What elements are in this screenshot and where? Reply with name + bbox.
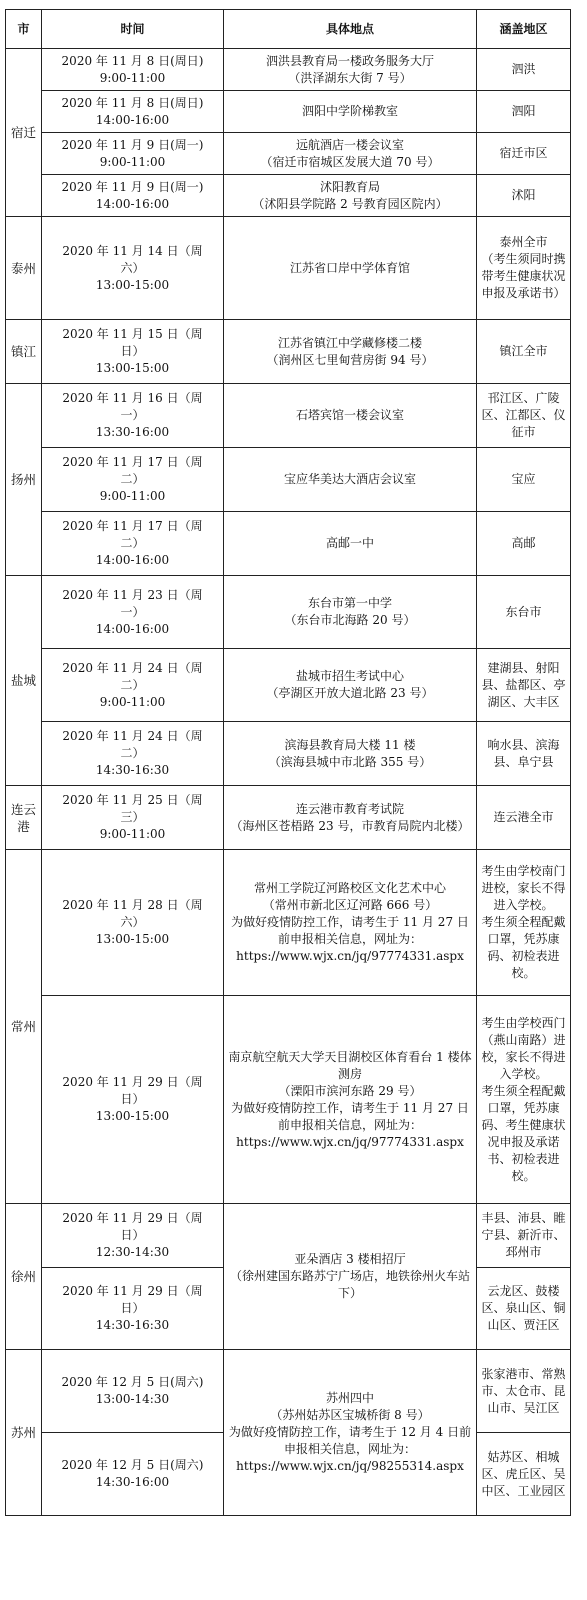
area-cell: 邗江区、广陵区、江都区、仪征市 bbox=[477, 384, 571, 448]
place-cell: 苏州四中 （苏州姑苏区宝城桥街 8 号） 为做好疫情防控工作，请考生于 12 月 4 日前申报相关信息，网址为： https://www.wjx.cn/jq/98255314.aspx bbox=[224, 1350, 477, 1516]
city-cell: 扬州 bbox=[6, 384, 42, 576]
table-row bbox=[6, 320, 571, 384]
area-cell: 泗阳 bbox=[477, 91, 571, 133]
time-cell: 2020 年 11 月 8 日(周日) 14:00-16:00 bbox=[42, 91, 224, 133]
place-cell: 滨海县教育局大楼 11 楼 （滨海县城中市北路 355 号） bbox=[224, 722, 477, 786]
table-row bbox=[6, 175, 571, 217]
table-row bbox=[6, 996, 571, 1204]
place-cell: 亚朵酒店 3 楼相招厅 （徐州建国东路苏宁广场店，地铁徐州火车站下） bbox=[224, 1204, 477, 1350]
place-cell: 沭阳教育局 （沭阳县学院路 2 号教育园区院内） bbox=[224, 175, 477, 217]
header-place: 具体地点 bbox=[224, 10, 477, 49]
place-cell: 宝应华美达大酒店会议室 bbox=[224, 448, 477, 512]
time-cell: 2020 年 11 月 29 日（周 日） 14:30-16:30 bbox=[42, 1268, 224, 1350]
city-cell: 徐州 bbox=[6, 1204, 42, 1350]
table-row bbox=[6, 448, 571, 512]
city-cell: 镇江 bbox=[6, 320, 42, 384]
time-cell: 2020 年 12 月 5 日(周六) 14:30-16:00 bbox=[42, 1433, 224, 1516]
time-cell: 2020 年 11 月 29 日（周 日） 13:00-15:00 bbox=[42, 996, 224, 1204]
area-cell: 张家港市、常熟市、太仓市、昆山市、吴江区 bbox=[477, 1350, 571, 1433]
time-cell: 2020 年 11 月 17 日（周 二） 14:00-16:00 bbox=[42, 512, 224, 576]
place-cell: 江苏省口岸中学体育馆 bbox=[224, 217, 477, 320]
table-row bbox=[6, 49, 571, 91]
table-row bbox=[6, 384, 571, 448]
city-cell: 连云港 bbox=[6, 786, 42, 850]
table-row bbox=[6, 576, 571, 649]
area-cell: 考生由学校西门（燕山南路）进校，家长不得进入学校。 考生须全程配戴口罩，凭苏康码、考生健康状况申报及承诺书、初检表进校。 bbox=[477, 996, 571, 1204]
time-cell: 2020 年 11 月 24 日（周 二） 9:00-11:00 bbox=[42, 649, 224, 722]
city-cell: 常州 bbox=[6, 850, 42, 1204]
time-cell: 2020 年 11 月 9 日(周一) 9:00-11:00 bbox=[42, 133, 224, 175]
area-cell: 东台市 bbox=[477, 576, 571, 649]
table-row bbox=[6, 649, 571, 722]
area-cell: 泰州全市 （考生须同时携带考生健康状况申报及承诺书） bbox=[477, 217, 571, 320]
table-row bbox=[6, 217, 571, 320]
exam-schedule-table bbox=[5, 9, 571, 1516]
time-cell: 2020 年 11 月 14 日（周 六） 13:00-15:00 bbox=[42, 217, 224, 320]
area-cell: 丰县、沛县、睢宁县、新沂市、邳州市 bbox=[477, 1204, 571, 1268]
header-time: 时间 bbox=[42, 10, 224, 49]
place-cell: 连云港市教育考试院 （海州区苍梧路 23 号，市教育局院内北楼） bbox=[224, 786, 477, 850]
city-cell: 泰州 bbox=[6, 217, 42, 320]
table-row bbox=[6, 133, 571, 175]
time-cell: 2020 年 11 月 24 日（周 二） 14:30-16:30 bbox=[42, 722, 224, 786]
time-cell: 2020 年 11 月 8 日(周日) 9:00-11:00 bbox=[42, 49, 224, 91]
place-cell: 泗阳中学阶梯教室 bbox=[224, 91, 477, 133]
table-body bbox=[6, 49, 571, 1516]
table-row bbox=[6, 850, 571, 996]
place-cell: 常州工学院辽河路校区文化艺术中心 （常州市新北区辽河路 666 号） 为做好疫情防控工作，请考生于 11 月 27 日前申报相关信息，网址为： https://www.wjx.cn/jq/97774331.aspx bbox=[224, 850, 477, 996]
area-cell: 建湖县、射阳县、盐都区、亭湖区、大丰区 bbox=[477, 649, 571, 722]
area-cell: 沭阳 bbox=[477, 175, 571, 217]
area-cell: 宝应 bbox=[477, 448, 571, 512]
area-cell: 姑苏区、相城区、虎丘区、吴中区、工业园区 bbox=[477, 1433, 571, 1516]
place-cell: 石塔宾馆一楼会议室 bbox=[224, 384, 477, 448]
time-cell: 2020 年 11 月 16 日（周 一） 13:30-16:00 bbox=[42, 384, 224, 448]
area-cell: 高邮 bbox=[477, 512, 571, 576]
time-cell: 2020 年 11 月 28 日（周 六） 13:00-15:00 bbox=[42, 850, 224, 996]
area-cell: 泗洪 bbox=[477, 49, 571, 91]
table-row bbox=[6, 1350, 571, 1433]
area-cell: 镇江全市 bbox=[477, 320, 571, 384]
time-cell: 2020 年 11 月 17 日（周 二） 9:00-11:00 bbox=[42, 448, 224, 512]
city-cell: 苏州 bbox=[6, 1350, 42, 1516]
place-cell: 盐城市招生考试中心 （亭湖区开放大道北路 23 号） bbox=[224, 649, 477, 722]
table-row bbox=[6, 1204, 571, 1268]
area-cell: 云龙区、鼓楼区、泉山区、铜山区、贾汪区 bbox=[477, 1268, 571, 1350]
time-cell: 2020 年 11 月 23 日（周 一） 14:00-16:00 bbox=[42, 576, 224, 649]
place-cell: 泗洪县教育局一楼政务服务大厅 （洪泽湖东大街 7 号） bbox=[224, 49, 477, 91]
table-row bbox=[6, 91, 571, 133]
area-cell: 连云港全市 bbox=[477, 786, 571, 850]
area-cell: 考生由学校南门进校，家长不得进入学校。 考生须全程配戴口罩，凭苏康码、初检表进校。 bbox=[477, 850, 571, 996]
area-cell: 宿迁市区 bbox=[477, 133, 571, 175]
place-cell: 东台市第一中学 （东台市北海路 20 号） bbox=[224, 576, 477, 649]
time-cell: 2020 年 12 月 5 日(周六) 13:00-14:30 bbox=[42, 1350, 224, 1433]
place-cell: 远航酒店一楼会议室 （宿迁市宿城区发展大道 70 号） bbox=[224, 133, 477, 175]
header-city: 市 bbox=[6, 10, 42, 49]
city-cell: 宿迁 bbox=[6, 49, 42, 217]
time-cell: 2020 年 11 月 25 日（周 三） 9:00-11:00 bbox=[42, 786, 224, 850]
time-cell: 2020 年 11 月 29 日（周 日） 12:30-14:30 bbox=[42, 1204, 224, 1268]
time-cell: 2020 年 11 月 9 日(周一) 14:00-16:00 bbox=[42, 175, 224, 217]
table-row bbox=[6, 722, 571, 786]
place-cell: 江苏省镇江中学藏修楼二楼 （润州区七里甸营房街 94 号） bbox=[224, 320, 477, 384]
city-cell: 盐城 bbox=[6, 576, 42, 786]
area-cell: 响水县、滨海县、阜宁县 bbox=[477, 722, 571, 786]
table-row bbox=[6, 512, 571, 576]
place-cell: 南京航空航天大学天目湖校区体育看台 1 楼体测房 （溧阳市滨河东路 29 号） 为做好疫情防控工作，请考生于 11 月 27 日前申报相关信息，网址为： https://www.wjx.cn/jq/97774331.aspx bbox=[224, 996, 477, 1204]
header-area: 涵盖地区 bbox=[477, 10, 571, 49]
table-row bbox=[6, 786, 571, 850]
time-cell: 2020 年 11 月 15 日（周 日） 13:00-15:00 bbox=[42, 320, 224, 384]
place-cell: 高邮一中 bbox=[224, 512, 477, 576]
header-row bbox=[6, 10, 571, 49]
